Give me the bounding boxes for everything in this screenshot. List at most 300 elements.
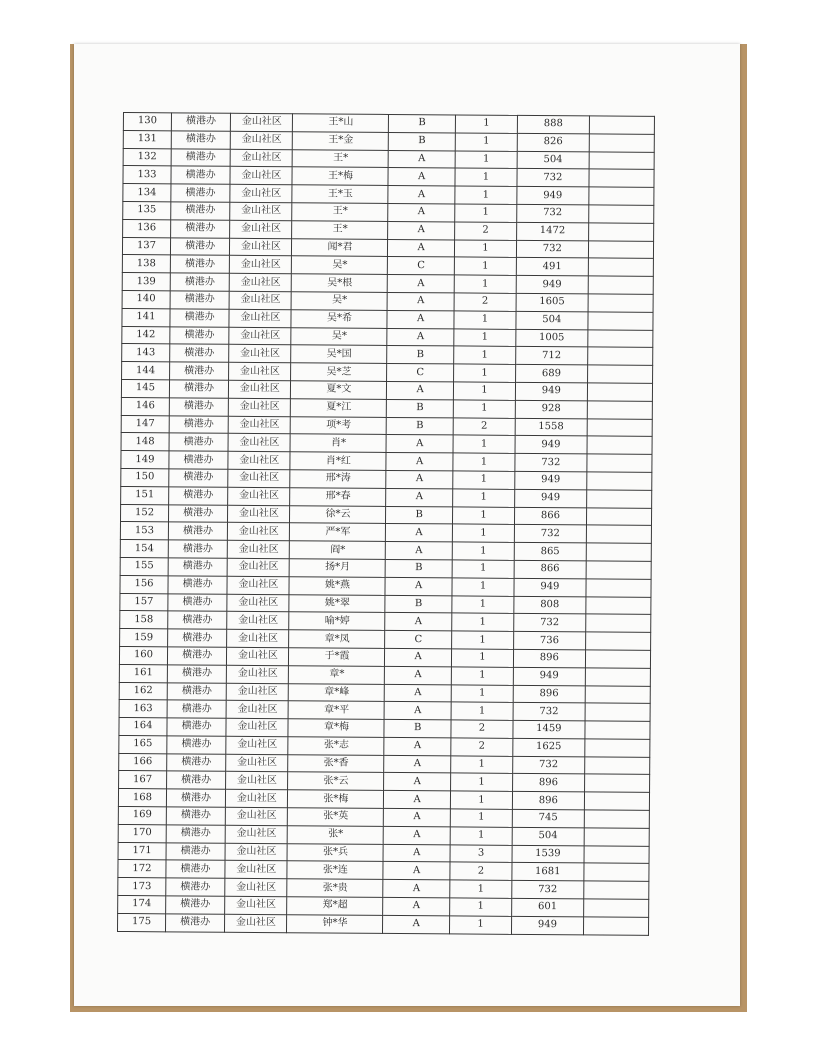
community-cell: 金山社区 [226,754,288,772]
amount-cell: 866 [514,560,586,578]
name-cell: 章*平 [289,701,385,720]
grade-cell: A [387,310,454,328]
grade-cell: A [383,844,450,862]
blank-cell [587,383,653,401]
people-count-cell: 1 [449,916,511,934]
office-cell: 横港办 [169,415,228,433]
grade-cell: B [387,399,454,417]
people-count-cell: 1 [451,631,513,649]
community-cell: 金山社区 [226,790,288,808]
community-cell: 金山社区 [230,220,292,238]
name-cell: 严*军 [290,523,386,542]
name-cell: 喻*婷 [289,612,385,630]
row-number-cell: 150 [121,468,169,486]
name-cell: 姚*翠 [289,594,385,613]
row-number-cell: 152 [120,504,168,522]
office-cell: 横港办 [166,878,225,896]
people-count-cell: 1 [452,578,514,596]
name-cell: 扬*月 [290,559,386,578]
name-cell: 肖*红 [290,452,386,471]
amount-cell: 949 [513,667,585,685]
office-cell: 横港办 [166,825,225,843]
grade-cell: A [388,292,455,310]
blank-cell [584,792,650,810]
grade-cell: A [386,453,453,471]
blank-cell [589,152,655,170]
amount-cell: 732 [514,525,586,543]
blank-cell [588,205,654,223]
community-cell: 金山社区 [227,612,289,630]
amount-cell: 504 [516,311,588,329]
office-cell: 横港办 [165,914,224,932]
office-cell: 横港办 [166,789,225,807]
community-cell: 金山社区 [227,576,289,594]
people-count-cell: 1 [455,186,517,204]
people-count-cell: 1 [452,506,514,524]
community-cell: 金山社区 [225,807,287,825]
name-cell: 吴*希 [291,310,387,329]
blank-cell [583,917,649,935]
blank-cell [586,543,652,561]
row-number-cell: 134 [123,184,171,202]
people-count-cell: 1 [451,702,513,720]
grade-cell: A [383,897,450,915]
amount-cell: 504 [517,151,589,169]
grade-cell: A [388,168,455,186]
row-number-cell: 137 [122,237,170,255]
row-number-cell: 149 [121,451,169,469]
people-count-cell: 1 [450,809,512,827]
grade-cell: B [385,595,452,613]
name-cell: 项*考 [291,416,387,435]
blank-cell [586,525,652,543]
row-number-cell: 140 [122,290,170,308]
office-cell: 横港办 [167,718,226,736]
people-count-cell: 1 [455,168,517,186]
grade-cell: C [388,257,455,275]
community-cell: 金山社区 [230,131,292,149]
community-cell: 金山社区 [228,451,290,469]
office-cell: 横港办 [171,184,230,202]
community-cell: 金山社区 [226,701,288,719]
row-number-cell: 143 [122,344,170,362]
community-cell: 金山社区 [229,362,291,380]
people-count-cell: 1 [450,773,512,791]
people-count-cell: 1 [454,328,516,346]
amount-cell: 732 [512,881,584,899]
community-cell: 金山社区 [228,505,290,523]
office-cell: 横港办 [169,487,228,505]
amount-cell: 1005 [516,329,588,347]
amount-cell: 896 [513,685,585,703]
amount-cell: 949 [514,578,586,596]
office-cell: 横港办 [167,647,226,665]
amount-cell: 949 [512,916,584,934]
people-count-cell: 1 [453,400,515,418]
name-cell: 于*霞 [289,648,385,667]
grade-cell: A [386,524,453,542]
office-cell: 横港办 [169,469,228,487]
community-cell: 金山社区 [228,434,290,452]
people-count-cell: 1 [450,880,512,898]
people-count-cell: 1 [453,364,515,382]
amount-cell: 601 [512,898,584,916]
grade-cell: A [384,809,451,827]
name-cell: 郑*超 [287,897,383,916]
office-cell: 横港办 [167,736,226,754]
name-cell: 王* [292,203,388,221]
blank-cell [586,454,652,472]
amount-cell: 1625 [513,738,585,756]
row-number-cell: 133 [123,166,171,184]
name-cell: 章*梅 [288,719,384,737]
blank-cell [587,329,653,347]
office-cell: 横港办 [168,540,227,558]
grade-cell: A [388,221,455,239]
community-cell: 金山社区 [229,273,291,291]
people-count-cell: 1 [455,115,517,133]
community-cell: 金山社区 [230,238,292,256]
community-cell: 金山社区 [230,202,292,220]
amount-cell: 1459 [513,720,585,738]
grade-cell: A [388,239,455,257]
name-cell: 邢*涛 [290,470,386,489]
name-cell: 吴* [292,292,388,311]
blank-cell [586,561,652,579]
office-cell: 横港办 [170,362,229,380]
amount-cell: 732 [517,169,589,187]
people-count-cell: 2 [451,738,513,756]
amount-cell: 896 [514,649,586,667]
row-number-cell: 175 [117,913,165,931]
blank-cell [585,632,651,650]
office-cell: 横港办 [170,344,229,362]
grade-cell: C [387,364,454,382]
row-number-cell: 169 [118,807,166,825]
row-number-cell: 131 [123,130,171,148]
people-count-cell: 1 [454,346,516,364]
name-cell: 张*贵 [287,879,383,898]
blank-cell [588,294,654,312]
community-cell: 金山社区 [229,309,291,327]
people-count-cell: 1 [451,649,513,667]
row-number-cell: 167 [119,771,167,789]
amount-cell: 732 [515,454,587,472]
grade-cell: B [387,346,454,364]
community-cell: 金山社区 [229,380,291,398]
people-count-cell: 1 [452,542,514,560]
grade-cell: B [387,417,454,435]
grade-cell: C [385,631,452,649]
row-number-cell: 164 [119,718,167,736]
office-cell: 横港办 [171,166,230,184]
name-cell: 徐*云 [290,505,386,523]
people-count-cell: 1 [453,453,515,471]
grade-cell: A [386,470,453,488]
community-cell: 金山社区 [225,879,287,897]
blank-cell [587,418,653,436]
recipient-table-body [117,113,654,936]
people-count-cell: 2 [454,293,516,311]
community-cell: 金山社区 [226,736,288,754]
office-cell: 横港办 [167,700,226,718]
name-cell: 闻*君 [292,238,388,257]
office-cell: 横港办 [170,237,229,255]
office-cell: 横港办 [169,433,228,451]
blank-cell [588,240,654,258]
community-cell: 金山社区 [227,665,289,683]
office-cell: 横港办 [170,255,229,273]
name-cell: 章*峰 [289,683,385,702]
amount-cell: 1472 [517,222,589,240]
name-cell: 章*凤 [289,630,385,649]
people-count-cell: 1 [452,613,514,631]
grade-cell: A [383,880,450,898]
office-cell: 横港办 [169,398,228,416]
office-cell: 横港办 [171,113,230,131]
row-number-cell: 135 [123,201,171,219]
community-cell: 金山社区 [230,184,292,202]
community-cell: 金山社区 [226,683,288,701]
grade-cell: A [383,862,450,880]
blank-cell [585,685,651,703]
office-cell: 横港办 [168,576,227,594]
row-number-cell: 168 [118,789,166,807]
name-cell: 王*金 [293,132,389,151]
blank-cell [584,846,650,864]
amount-cell: 826 [517,133,589,151]
blank-cell [585,596,651,614]
blank-cell [587,436,653,454]
row-number-cell: 166 [119,753,167,771]
people-count-cell: 1 [454,311,516,329]
people-count-cell: 1 [453,435,515,453]
grade-cell: A [384,755,451,773]
blank-cell [583,899,649,917]
blank-cell [584,828,650,846]
office-cell: 横港办 [171,202,230,220]
blank-cell [587,365,653,383]
row-number-cell: 160 [119,646,167,664]
name-cell: 吴*芝 [291,363,387,382]
office-cell: 横港办 [168,593,227,611]
people-count-cell: 2 [453,417,515,435]
row-number-cell: 173 [118,878,166,896]
blank-cell [586,507,652,525]
community-cell: 金山社区 [228,398,290,416]
blank-cell [589,169,655,187]
amount-cell: 491 [516,258,588,276]
community-cell: 金山社区 [229,345,291,363]
blank-cell [585,650,651,668]
amount-cell: 732 [517,240,589,258]
grade-cell: A [389,150,456,168]
grade-cell: A [385,648,452,666]
amount-cell: 896 [513,792,585,810]
blank-cell [586,490,652,508]
amount-cell: 712 [516,347,588,365]
office-cell: 横港办 [166,843,225,861]
amount-cell: 866 [515,507,587,525]
amount-cell: 1539 [512,845,584,863]
office-cell: 横港办 [166,896,225,914]
grade-cell: A [388,186,455,204]
grade-cell: A [384,826,451,844]
office-cell: 横港办 [167,665,226,683]
row-number-cell: 161 [119,664,167,682]
grade-cell: B [389,132,456,150]
people-count-cell: 1 [455,133,517,151]
name-cell: 张*香 [288,754,384,773]
row-number-cell: 154 [120,540,168,558]
people-count-cell: 1 [455,204,517,222]
row-number-cell: 136 [123,219,171,237]
row-number-cell: 147 [121,415,169,433]
name-cell: 张*英 [288,808,384,827]
community-cell: 金山社区 [230,149,292,167]
amount-cell: 745 [512,809,584,827]
row-number-cell: 148 [121,433,169,451]
name-cell: 姚*燕 [289,576,385,595]
blank-cell [586,472,652,490]
grade-cell: A [384,773,451,791]
blank-cell [589,134,655,152]
office-cell: 横港办 [168,558,227,576]
grade-cell: A [383,915,450,933]
name-cell: 王*梅 [292,167,388,185]
community-cell: 金山社区 [228,416,290,434]
office-cell: 横港办 [171,220,230,238]
amount-cell: 949 [516,382,588,400]
community-cell: 金山社区 [229,291,291,309]
people-count-cell: 1 [451,684,513,702]
name-cell: 阎* [290,541,386,560]
blank-cell [584,739,650,757]
blank-cell [588,258,654,276]
office-cell: 横港办 [168,611,227,629]
community-cell: 金山社区 [227,647,289,665]
grade-cell: A [385,613,452,631]
amount-cell: 732 [513,703,585,721]
row-number-cell: 142 [122,326,170,344]
blank-cell [585,703,651,721]
grade-cell: A [387,381,454,399]
amount-cell: 732 [514,614,586,632]
row-number-cell: 171 [118,842,166,860]
amount-cell: 1605 [516,293,588,311]
office-cell: 横港办 [168,629,227,647]
amount-cell: 928 [515,400,587,418]
grade-cell: A [385,702,452,720]
grade-cell: B [389,114,456,132]
people-count-cell: 1 [451,667,513,685]
blank-cell [586,579,652,597]
amount-cell: 732 [513,756,585,774]
row-number-cell: 162 [119,682,167,700]
people-count-cell: 1 [455,151,517,169]
community-cell: 金山社区 [225,861,287,879]
row-number-cell: 153 [120,522,168,540]
community-cell: 金山社区 [230,256,292,274]
amount-cell: 865 [514,543,586,561]
office-cell: 横港办 [170,309,229,327]
row-number-cell: 139 [122,273,170,291]
community-cell: 金山社区 [228,487,290,505]
community-cell: 金山社区 [231,113,293,131]
row-number-cell: 159 [120,629,168,647]
name-cell: 张*梅 [288,790,384,809]
amount-cell: 949 [516,276,588,294]
community-cell: 金山社区 [227,594,289,612]
office-cell: 横港办 [167,771,226,789]
blank-cell [583,881,649,899]
grade-cell: A [387,328,454,346]
office-cell: 横港办 [171,148,230,166]
amount-cell: 736 [514,631,586,649]
row-number-cell: 144 [122,362,170,380]
amount-cell: 808 [514,596,586,614]
blank-cell [587,347,653,365]
community-cell: 金山社区 [230,167,292,185]
community-cell: 金山社区 [229,327,291,345]
row-number-cell: 130 [123,113,171,131]
row-number-cell: 151 [121,486,169,504]
recipient-table [117,112,655,936]
blank-cell [588,187,654,205]
blank-cell [588,276,654,294]
grade-cell: A [385,684,452,702]
grade-cell: A [385,577,452,595]
blank-cell [583,863,649,881]
office-cell: 横港办 [166,860,225,878]
grade-cell: B [386,506,453,524]
row-number-cell: 132 [123,148,171,166]
people-count-cell: 1 [449,898,511,916]
office-cell: 横港办 [170,326,229,344]
people-count-cell: 2 [454,222,516,240]
grade-cell: A [384,737,451,755]
amount-cell: 896 [513,774,585,792]
people-count-cell: 2 [450,862,512,880]
row-number-cell: 172 [118,860,166,878]
grade-cell: A [388,275,455,293]
amount-cell: 888 [517,115,589,133]
amount-cell: 949 [517,187,589,205]
amount-cell: 949 [515,436,587,454]
people-count-cell: 1 [452,489,514,507]
people-count-cell: 1 [450,791,512,809]
blank-cell [588,312,654,330]
row-number-cell: 163 [119,700,167,718]
people-count-cell: 1 [454,240,516,258]
grade-cell: A [388,203,455,221]
blank-cell [584,757,650,775]
name-cell: 王*玉 [292,185,388,204]
name-cell: 张*兵 [287,843,383,862]
name-cell: 张*连 [287,861,383,880]
name-cell: 王* [292,221,388,239]
name-cell: 夏*文 [291,381,387,400]
grade-cell: A [384,791,451,809]
row-number-cell: 157 [120,593,168,611]
name-cell: 王*山 [293,114,389,132]
grade-cell: A [385,666,452,684]
blank-cell [589,116,655,134]
amount-cell: 504 [512,827,584,845]
people-count-cell: 3 [450,845,512,863]
office-cell: 横港办 [169,451,228,469]
office-cell: 横港办 [169,380,228,398]
